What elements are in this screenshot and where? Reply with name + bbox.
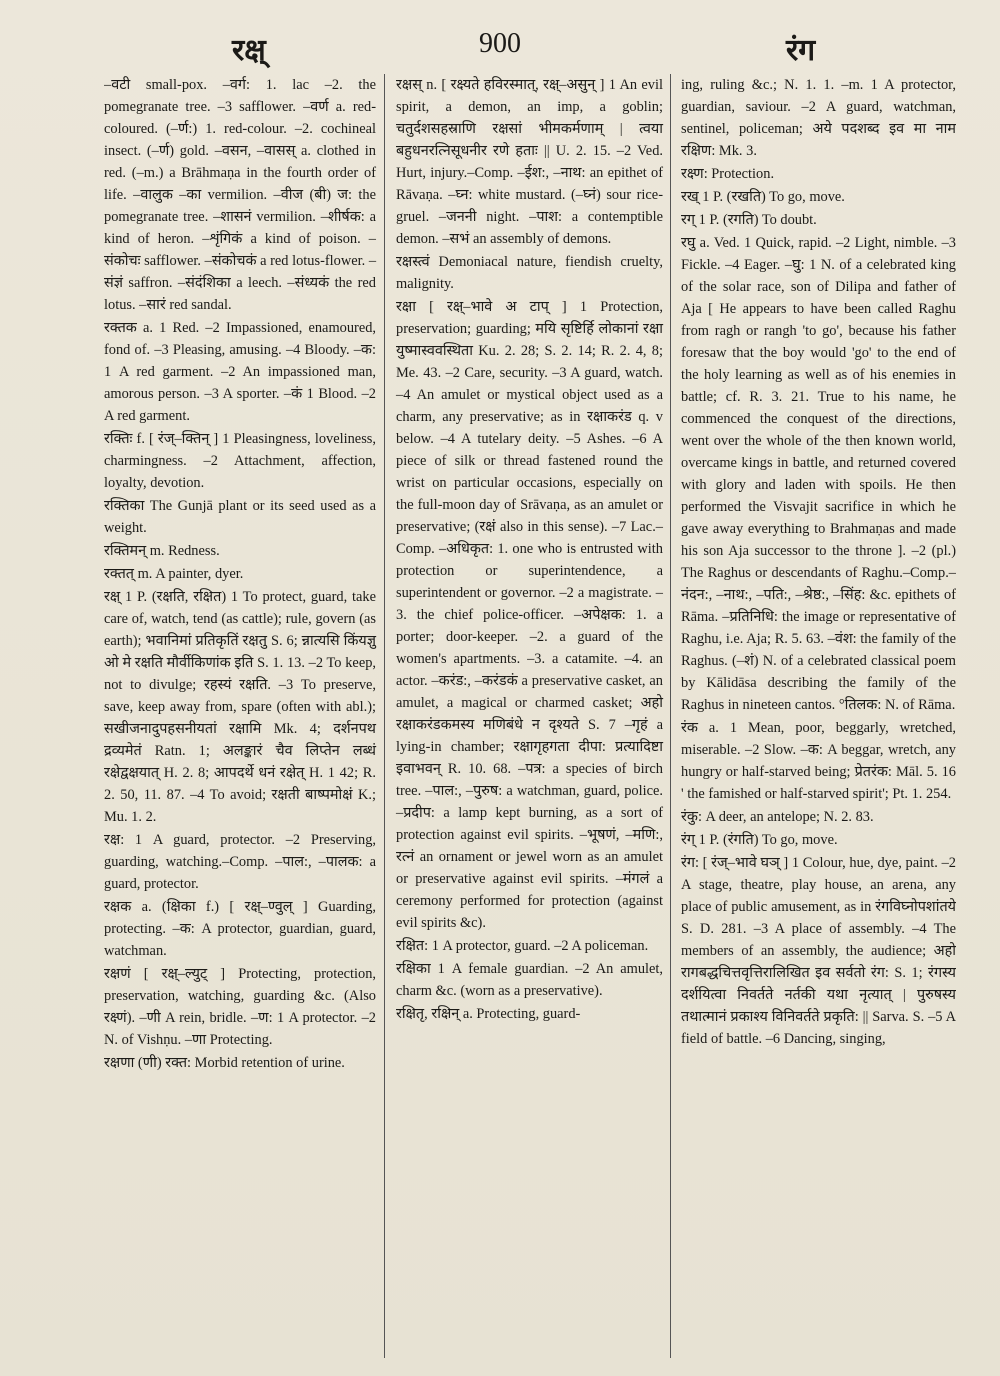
- entry: रघु a. Ved. 1 Quick, rapid. –2 Light, nimble. –3 Fickle. –4 Eager. –घु: 1 N. of a celebrated king of the solar race, son of Dilipa and father of Aja [ He appears to have been called Raghu from ragh or rangh 'to go', because his father foresaw that the boy would 'go' to the end of the holy learning as well as of his enemies in battle; cf. R. 3. 21. True to his name, he commenced the conquest of the directions, went over the whole of the then known world, overcame kings in battle, and returned covered with glory and laden with spoils. He then performed the Visvajit sacrifice in which he gave away everything to Brahmaṇas and made his son Aja successor to the throne ]. –2 (pl.) The Raghus or descendants of Raghu.–Comp.–नंदन:, –नाथ:, –पति:, –श्रेष्ठ:, –सिंह: &c. epithets of Rāma. –प्रतिनिधि: the image or representative of Raghu, i.e. Aja; R. 5. 63. –वंश: the family of the Raghus. (–शं) N. of a celebrated classical poem by Kālidāsa describing the family of the Raghus in nineteen cantos. °तिलक: N. of Rāma.: [681, 235, 956, 713]
- entry: रक्षा [ रक्ष्–भावे अ टाप् ] 1 Protection, preservation; guarding; मयि सृष्टिर्हि लोकानां रक्षा युष्मास्ववस्थिता Ku. 2. 28; S. 2. 14; R. 2. 4, 8; Me. 43. –2 Care, security. –3 A guard, watch. –4 An amulet or mystical object used as a charm, any preservative; as in रक्षाकरंड q. v below. –4 A tutelary deity. –5 Ashes. –6 A piece of silk or thread fastened round the wrist on particular occasions, especially on the full-moon day of Srāvaṇa, as an amulet or preservative; (रक्षं also in this sense). –7 Lac.–Comp. –अधिकृत: 1. one who is entrusted with protection or superintendence, a superintendent or governor. –2 a magistrate. –3. the chief police-officer. –अपेक्षक: 1. a porter; door-keeper. –2. a guard of the women's apartments. –3. a catamite. –4. an actor. –करंड:, –करंडकं a preservative casket, an amulet, a magical or charmed casket; अहो रक्षाकरंडकमस्य मणिबंधे न दृश्यते S. 7 –गृहं a lying-in chamber; रक्षागृहगता दीपा: प्रत्यादिष्टा इवाभवन् R. 10. 68. –पत्र: a species of birch tree. –पाल:, –पुरुष: a watchman, guard, police. –प्रदीप: a lamp kept burning, as a sort of protection against evil spirits. –भूषणं, –मणि:, रत्नं an ornament or jewel worn as an amulet or preservative against evil spirits. –मंगलं a ceremony performed for protection (against evil spirits &c).: [396, 299, 663, 931]
- entry: –वटी small-pox. –वर्ग: 1. lac –2. the pomegranate tree. –3 safflower. –वर्ण a. red-coloured. (–र्ण:) 1. red-colour. –2. cochineal insect. (–र्ण) gold. –वसन, –वासस् a. clothed in red. (–m.) a Brāhmaṇa in the fourth order of life. –वालुक –का vermilion. –वीज (बी) ज: the pomegranate tree. –शासनं vermilion. –शीर्षक: a kind of heron. –शृंगिकं a kind of poison. –संकोचः safflower. –संकोचकं a red lotus-flower. –संज्ञं saffron. –संदंशिका a leech. –संध्यकं the red lotus. –सारं red sandal.: [104, 77, 377, 313]
- entry: रक्ष् 1 P. (रक्षति, रक्षित) 1 To protect, guard, take care of, watch, tend (as cattle); rule, govern (as earth); भवानिमां प्रतिकृतिं रक्षतु S. 6; न्नात्यसि किंयज्ञु ओ मे रक्षति मौर्वीकिणांक इति S. 1. 13. –2 To keep, not to divulge; रहस्यं रक्षति. –3 To preserve, save, keep away from, spare (often with abl.); सखीजनादुपहसनीयतां रक्षामि Mk. 4; दर्शनपथ द्रव्यमेतं Ratn. 1; अलङ्कारं चैव लिप्तेन लब्धं रक्षेद्वक्षयात् H. 2. 8; आपदर्थे धनं रक्षेत् H. 1 42; R. 2. 50, 11. 87. –4 To avoid; रक्षती बाष्पमोक्षं K.; Mu. 1. 2.: [104, 589, 376, 825]
- entry: रक्तिका The Gunjā plant or its seed used as a weight.: [104, 498, 376, 536]
- entry: रग् 1 P. (रगति) To doubt.: [681, 212, 817, 228]
- entry: रक्षित: 1 A protector, guard. –2 A policeman.: [396, 938, 649, 954]
- entry: रक्ष्ण: Protection.: [681, 166, 775, 182]
- column-2: [384, 74, 670, 1358]
- entry: रक्तिः f. [ रंज्–क्तिन् ] 1 Pleasingness, loveliness, charmingness. –2 Attachment, affection, loyalty, devotion.: [104, 431, 376, 491]
- entry: ing, ruling &c.; N. 1. 1. –m. 1 A protector, guardian, saviour. –2 A guard, watchman, sentinel, policeman; अये पदशब्द इव मा नाम रक्षिण: Mk. 3.: [681, 77, 956, 159]
- running-head-left: रक्ष्: [232, 33, 266, 68]
- entry: रक्तक a. 1 Red. –2 Impassioned, enamoured, fond of. –3 Pleasing, amusing. –4 Bloody. –क: 1 A red garment. –2 An impassioned man, amorous person. –3 A sporter. –कं 1 Blood. –2 A red garment.: [104, 320, 376, 424]
- page-number: 900: [479, 28, 521, 59]
- entry: रक्षितृ, रक्षिन् a. Protecting, guard-: [396, 1006, 581, 1022]
- entry: रक्षिका 1 A female guardian. –2 An amulet, charm &c. (worn as a preservative).: [396, 961, 663, 999]
- entry: रख् 1 P. (रखति) To go, move.: [681, 189, 845, 205]
- entry: रक्षक a. (क्षिका f.) [ रक्ष्–ण्वुल् ] Guarding, protecting. –क: A protector, guardian, guard, watchman.: [104, 899, 376, 959]
- entry: रक्षस्त्वं Demoniacal nature, fiendish cruelty, malignity.: [396, 254, 663, 292]
- entry: रंग् 1 P. (रंगति) To go, move.: [681, 832, 838, 848]
- entry: रंकु: A deer, an antelope; N. 2. 83.: [681, 809, 874, 825]
- column-3: [670, 74, 956, 1358]
- entry: रक्षणं [ रक्ष्–ल्युट् ] Protecting, protection, preservation, watching, guarding &c. (Also रक्ष्णं). –णी A rein, bridle. –ण: 1 A protector. –2 N. of Vishṇu. –णा Protecting.: [104, 966, 376, 1048]
- running-head-right: रंग: [786, 33, 816, 68]
- column-1: [104, 74, 384, 1358]
- text-columns: [104, 74, 956, 1358]
- entry: रंग: [ रंज्–भावे घञ् ] 1 Colour, hue, dye, paint. –2 A stage, theatre, play house, an arena, any place of public amusement, as in रंगविघ्नोपशांतये S. D. 281. –3 A place of assembly. –4 The members of an assembly, the audience; अहो रागबद्धचित्तवृत्तिरालिखित इव सर्वतो रंग: S. 1; रंगस्य दर्शयित्वा निवर्तते नर्तकी यथा नृत्यात् | पुरुषस्य तथात्मानं प्रकाश्य विनिवर्तते प्रकृति: || Sarva. S. –5 A field of battle. –6 Dancing, singing,: [681, 855, 956, 1047]
- entry: रक्तत् m. A painter, dyer.: [104, 566, 244, 582]
- entry: रक्ष: 1 A guard, protector. –2 Preserving, guarding, watching.–Comp. –पाल:, –पालक: a guard, protector.: [104, 832, 376, 892]
- entry: रक्षणा (णी) रक्त: Morbid retention of urine.: [104, 1055, 345, 1071]
- entry: रक्षस् n. [ रक्ष्यते हविरस्मात्, रक्ष्–असुन् ] 1 An evil spirit, a demon, an imp, a goblin; चतुर्दशसहस्राणि रक्षसां भीमकर्मणाम् | त्वया बहुधनरत्निसूधनीर रणे हताः || U. 2. 15. –2 Ved. Hurt, injury.–Comp. –ईश:, –नाथ: an epithet of Rāvaṇa. –घ्न: white mustard. (–घ्नं) sour rice-gruel. –जननी night. –पाश: a contemptible demon. –सभं an assembly of demons.: [396, 77, 663, 247]
- entry: रंक a. 1 Mean, poor, beggarly, wretched, miserable. –2 Slow. –क: A beggar, wretch, any hungry or half-starved being; प्रेतरंक: Māl. 5. 16 ' the famished or half-starved spirit'; Pt. 1. 254.: [681, 720, 956, 802]
- entry: रक्तिमन् m. Redness.: [104, 543, 220, 559]
